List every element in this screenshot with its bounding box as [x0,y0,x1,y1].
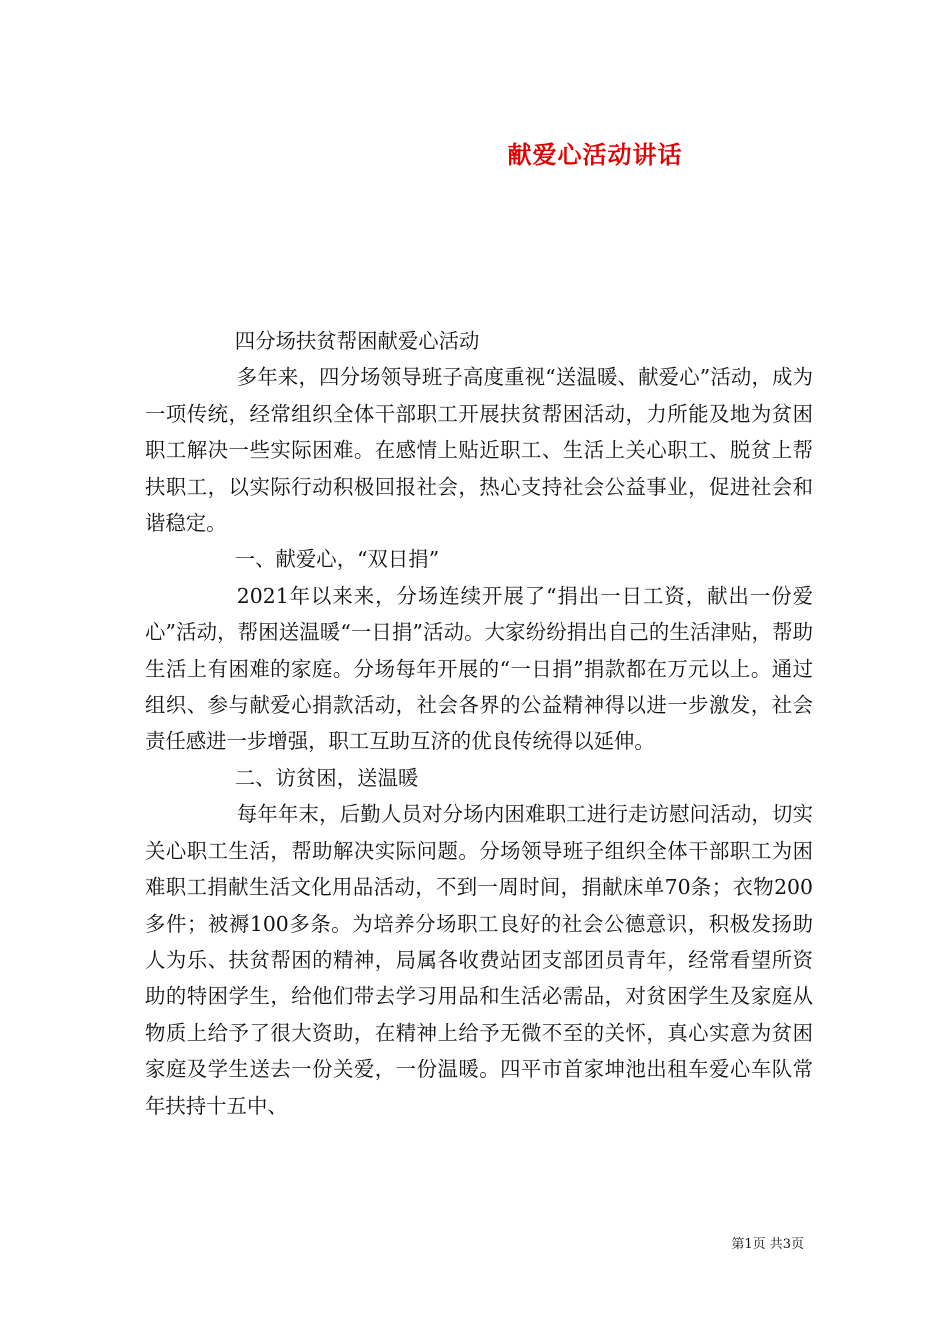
page-number: 第1页 共3页 [731,1237,804,1252]
subtitle: 四分场扶贫帮困献爱心活动 [234,329,480,353]
section-heading-2: 二、访贫困，送温暖 [234,765,419,790]
document-title: 献爱心活动讲话 [507,140,683,169]
paragraph-intro: 多年来，四分场领导班子高度重视“送温暖、献爱心”活动，成为一项传统，经常组织全体干部职工开展扶贫帮困活动，力所能及地为贫困职工解决一些实际困难。在感情上贴近职工、生活上关心职工、脱贫上帮扶职工，以实际行动积极回报社会，热心支持社会公益事业，促进社会和谐稳定。 [145,365,813,536]
document-body [145,323,813,1124]
paragraph-section-2: 每年年末，后勤人员对分场内困难职工进行走访慰问活动，切实关心职工生活，帮助解决实际问题。分场领导班子组织全体干部职工为困难职工捐献生活文化用品活动，不到一周时间，捐献床单70条；衣物200多件；被褥100多条。为培养分场职工良好的社会公德意识，积极发扬助人为乐、扶贫帮困的精神，局属各收费站团支部团员青年，经常看望所资助的特困学生，给他们带去学习用品和生活必需品，对贫困学生及家庭从物质上给予了很大资助，在精神上给予无微不至的关怀，真心实意为贫困家庭及学生送去一份关爱，一份温暖。四平市首家坤池出租车爱心车队常年扶持十五中、 [145,802,813,1118]
section-heading-1: 一、献爱心，“双日捐” [234,547,440,572]
paragraph-section-1: 2021年以来来，分场连续开展了“捐出一日工资，献出一份爱心”活动，帮困送温暖“一日捐”活动。大家纷纷捐出自己的生活津贴，帮助生活上有困难的家庭。分场每年开展的“一日捐”捐款都在万元以上。通过组织、参与献爱心捐款活动，社会各界的公益精神得以进一步激发，社会责任感进一步增强，职工互助互济的优良传统得以延伸。 [145,583,813,754]
